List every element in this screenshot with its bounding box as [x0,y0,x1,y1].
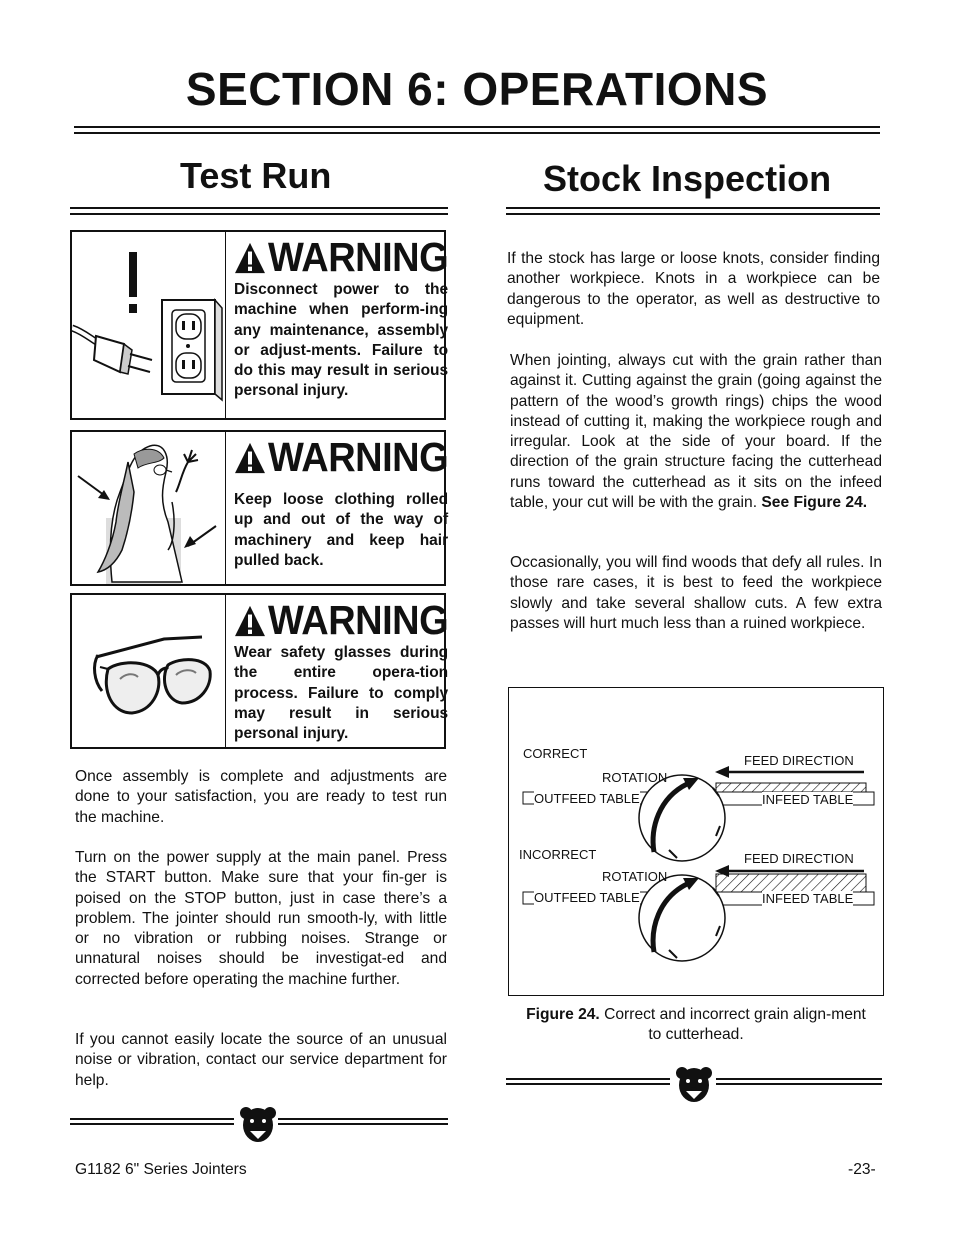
figure-caption: Figure 24. Correct and incorrect grain align-ment to cutterhead. [526,1006,866,1043]
warning-box-clothing [70,430,449,586]
bear-logo-icon [238,1105,278,1145]
warning-triangle-icon [234,605,266,637]
infeed-table-label: INFEED TABLE [762,792,854,807]
test-run-paragraph-2: Turn on the power supply at the main panel. Press the START button. Make sure that your fin-ger is poised on the STOP button, just in case there’s a problem. The jointer should run smooth-ly, with little or no vibration or rubbing noises. Strange or unnatural noises should be investigat-ed and corrected before operating the machine further. [75,849,447,988]
incorrect-label: INCORRECT [519,847,597,862]
stock-paragraph-2: When jointing, always cut with the grain rather than against it. Cutting against the grain (going against the pattern of the wood’s growth rings) chips the wood instead of cutting it, making the workpiece rough and irregular. Look at the side of your board. If the direction of the grain structure facing the cutterhead runs toward the cutterhead as it sits on the infeed table, your cut will be with the grain. See Figure 24. [510,352,882,512]
stock-inspection-heading: Stock Inspection [543,158,832,199]
correct-label: CORRECT [523,746,588,761]
power-outlet-plug-icon [72,232,226,418]
outfeed-table-label: OUTFEED TABLE [534,791,640,806]
feed-direction-label: FEED DIRECTION [744,851,854,866]
figure-24 [508,687,884,996]
safety-glasses-icon [72,595,226,747]
warning-text: Wear safety glasses during the entire opera-tion process. Failure to comply may result in serious personal injury. [234,644,449,743]
test-run-rule [70,207,448,215]
warning-box-glasses [70,593,449,749]
outfeed-table-label: OUTFEED TABLE [534,890,640,905]
warning-box-power [70,230,449,420]
stock-paragraph-1: If the stock has large or loose knots, consider finding another workpiece. Knots in a workpiece can be dangerous to the operator, as well as destructive to equipment. [507,250,880,328]
infeed-table-label: INFEED TABLE [762,891,854,906]
section-title: SECTION 6: OPERATIONS [185,63,769,115]
stock-inspection-rule [506,207,880,215]
bear-divider-left [70,1105,448,1145]
warning-heading: WARNING [234,599,448,642]
warning-heading: WARNING [234,436,448,479]
title-rule [74,126,880,134]
bear-divider-right [506,1065,882,1105]
footer-left: G1182 6" Series Jointers [75,1161,247,1178]
warning-text: Disconnect power to the machine when perform-ing any maintenance, assembly or adjust-ments. Failure to do this may result in serious personal injury. [234,281,449,400]
figure-reference: See Figure 24. [761,494,868,512]
warning-triangle-icon [234,442,266,474]
warning-text: Keep loose clothing rolled up and out of the way of machinery and keep hair pulled back. [234,491,449,569]
stock-paragraph-3: Occasionally, you will find woods that defy all rules. In those rare cases, it is best to feed the workpiece slowly and take several shallow cuts. A few extra passes will hurt much less than a ruined workpiece. [510,554,882,632]
warning-heading: WARNING [234,236,448,279]
bear-logo-icon [674,1065,714,1105]
rotation-label: ROTATION [602,869,668,884]
feed-direction-label: FEED DIRECTION [744,753,854,768]
test-run-paragraph-1: Once assembly is complete and adjustments are done to your satisfaction, you are ready to test run the machine. [75,768,447,826]
warning-triangle-icon [234,242,266,274]
footer-right: -23- [848,1161,876,1178]
test-run-heading: Test Run [180,155,332,196]
long-hair-person-icon [72,432,226,584]
test-run-paragraph-3: If you cannot easily locate the source of an unusual noise or vibration, contact our service department for help. [75,1031,447,1089]
rotation-label: ROTATION [602,770,668,785]
